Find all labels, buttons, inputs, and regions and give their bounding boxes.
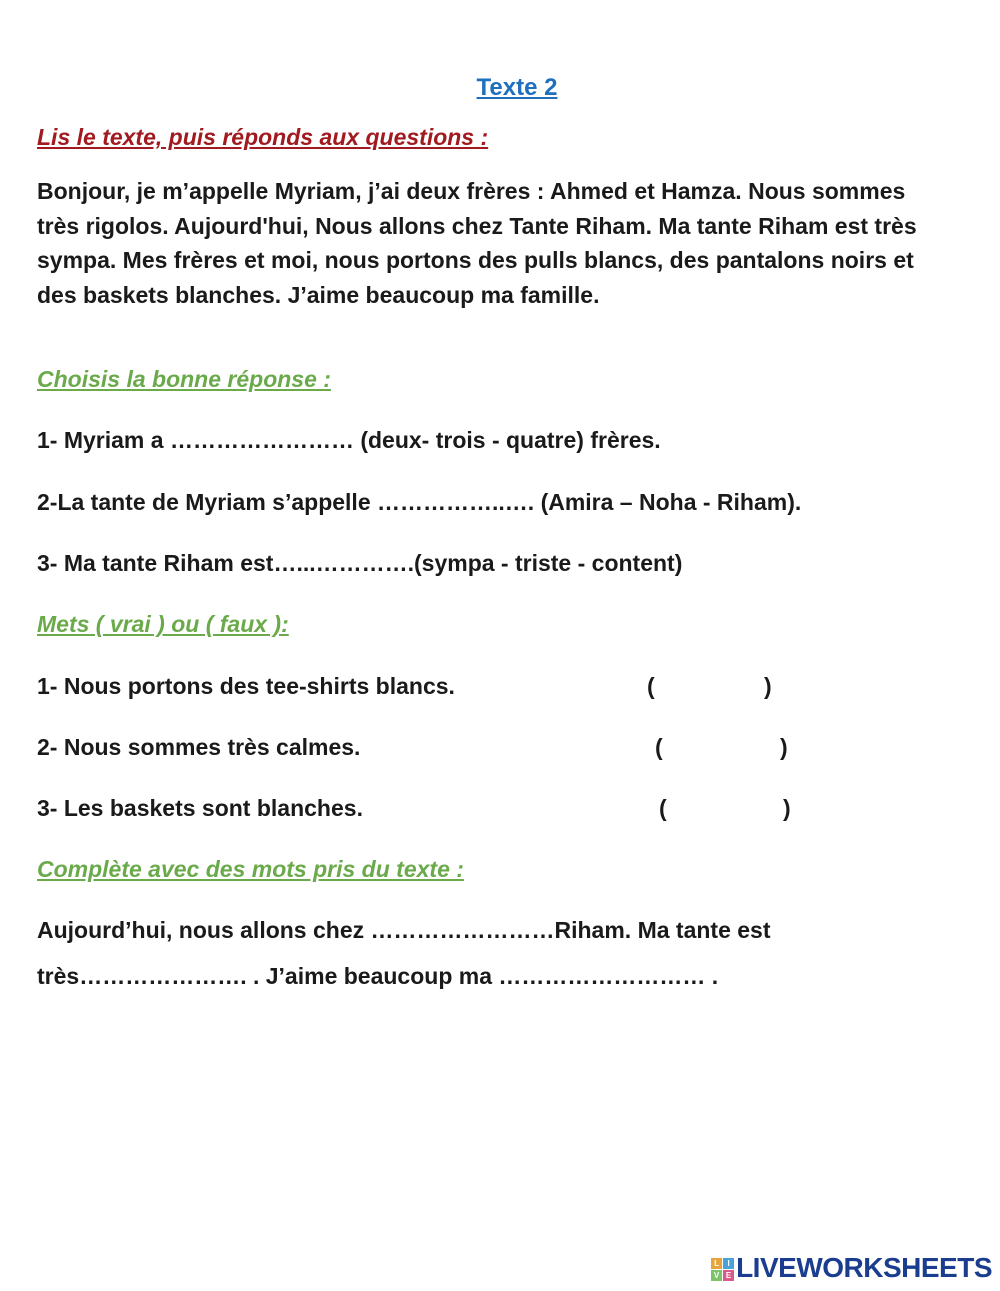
choose-question-1: 1- Myriam a …………………… (deux- trois - quatre) frères. [37, 427, 661, 453]
logo-mark-v: V [711, 1270, 722, 1281]
truefalse-statement-1: 1- Nous portons des tee-shirts blancs. [37, 673, 455, 699]
truefalse-statement-3: 3- Les baskets sont blanches. [37, 795, 363, 821]
choose-heading: Choisis la bonne réponse : [37, 366, 331, 392]
truefalse-answer-close-1: ) [764, 673, 772, 699]
liveworksheets-logo-text: LIVEWORKSHEETS [736, 1252, 992, 1283]
truefalse-answer-open-1[interactable]: ( [647, 673, 655, 699]
reading-instruction: Lis le texte, puis réponds aux questions : [37, 124, 489, 150]
liveworksheets-logo [711, 1252, 992, 1284]
complete-line-1: Aujourd’hui, nous allons chez ……………………Riham. Ma tante est [37, 917, 771, 943]
logo-mark-l: L [711, 1258, 722, 1269]
complete-line-2: très…………………. . J’aime beaucoup ma ……………………… . [37, 963, 719, 989]
worksheet-title: Texte 2 [476, 74, 558, 101]
truefalse-answer-close-3: ) [783, 795, 791, 821]
truefalse-answer-open-2[interactable]: ( [655, 734, 663, 760]
liveworksheets-logo-icon [711, 1258, 734, 1281]
truefalse-answer-open-3[interactable]: ( [659, 795, 667, 821]
truefalse-heading: Mets ( vrai ) ou ( faux ): [37, 611, 289, 637]
logo-mark-i: I [723, 1258, 734, 1269]
truefalse-answer-close-2: ) [780, 734, 788, 760]
truefalse-statement-2: 2- Nous sommes très calmes. [37, 734, 361, 760]
logo-mark-e: E [723, 1270, 734, 1281]
reading-passage: Bonjour, je m’appelle Myriam, j’ai deux frères : Ahmed et Hamza. Nous sommes très rigolos. Aujourd'hui, Nous allons chez Tante Riham. Ma tante Riham est très sympa. Mes frères et moi, nous portons des pulls blancs, des pantalons noirs et des baskets blanches. J’aime beaucoup ma famille. [37, 178, 917, 308]
complete-heading: Complète avec des mots pris du texte : [37, 856, 464, 882]
choose-question-3: 3- Ma tante Riham est…...………….(sympa - triste - content) [37, 550, 683, 576]
choose-question-2: 2-La tante de Myriam s’appelle ……………..…. (Amira – Noha - Riham). [37, 489, 802, 515]
